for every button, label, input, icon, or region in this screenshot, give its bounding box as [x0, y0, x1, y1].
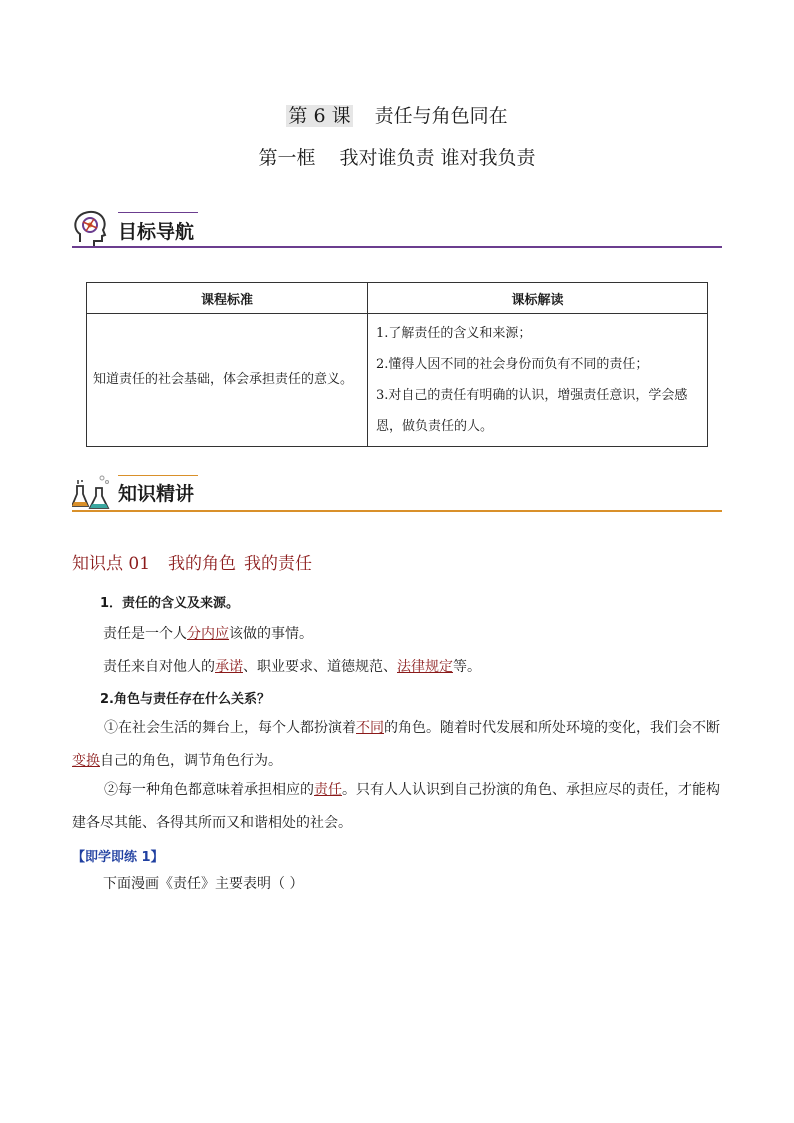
paragraph-4 [72, 774, 724, 840]
target-nav-top-rule [118, 212, 198, 213]
text: 责任来自对他人的 [103, 659, 215, 675]
knowledge-point-label: 知识点 01 [72, 554, 151, 574]
paragraph-2 [103, 651, 481, 684]
text: 、职业要求、道德规范、 [243, 659, 397, 675]
key-term: 法律规定 [397, 659, 453, 675]
lesson-name: 责任与角色同在 [374, 105, 508, 127]
knowledge-title: 知识精讲 [118, 483, 195, 505]
table-header-standard: 课程标准 [87, 283, 368, 314]
standards-table [86, 282, 708, 447]
lesson-number: 第 6 课 [288, 105, 351, 127]
text: 等。 [453, 659, 481, 675]
text: ②每一种角色都意味着承担相应的 [104, 782, 314, 798]
standard-cell: 知道责任的社会基础，体会承担责任的意义。 [87, 314, 368, 447]
target-nav-line [72, 246, 722, 248]
frame-name: 我对谁负责 谁对我负责 [339, 147, 536, 169]
practice-question: 下面漫画《责任》主要表明（ ） [103, 876, 304, 892]
paragraph-1 [103, 618, 313, 651]
table-row [87, 314, 708, 447]
question-heading-1: 1．责任的含义及来源。 [100, 596, 240, 611]
lab-flask-icon [72, 472, 112, 512]
frame-label: 第一框 [258, 147, 316, 169]
text: 自己的角色，调节角色行为。 [100, 753, 282, 769]
interpretation-item: 3.对自己的责任有明确的认识，增强责任意识，学会感恩，做负责任的人。 [376, 388, 688, 434]
question-heading-2: 2.角色与责任存在什么关系？ [100, 692, 270, 707]
knowledge-top-rule [118, 475, 198, 476]
text: 的角色。随着时代发展和所处环境的变化，我们会不断 [384, 720, 720, 736]
table-header-row [87, 283, 708, 314]
knowledge-point-title2: 我的责任 [244, 554, 313, 574]
key-term: 变换 [72, 753, 100, 769]
interpretation-item: 2.懂得人因不同的社会身份而负有不同的责任； [376, 357, 649, 372]
text: 该做的事情。 [229, 626, 313, 642]
text: 责任是一个人 [103, 626, 187, 642]
practice-label: 【即学即练 1】 [72, 850, 164, 865]
key-term: 不同 [356, 720, 384, 736]
target-nav-title: 目标导航 [118, 221, 195, 243]
key-term: 分内应 [187, 626, 229, 642]
key-term: 责任 [314, 782, 342, 798]
paragraph-3 [72, 712, 724, 778]
knowledge-line [72, 510, 722, 512]
text: ①在社会生活的舞台上，每个人都扮演着 [104, 720, 356, 736]
head-gear-icon [72, 208, 112, 248]
frame-title [0, 144, 794, 172]
lesson-title [0, 102, 794, 130]
table-header-interpretation: 课标解读 [368, 283, 708, 314]
interpretation-item: 1.了解责任的含义和来源； [376, 326, 532, 341]
knowledge-point-title1: 我的角色 [168, 554, 237, 574]
text: 。只有人人认识到自己扮演的角色、承担应尽的责任，才能构建各尽其能、各得其所而又和谐相处的社会。 [72, 782, 720, 831]
key-term: 承诺 [215, 659, 243, 675]
knowledge-point-title [72, 552, 312, 576]
knowledge-header [72, 472, 722, 516]
interpretation-cell [368, 314, 708, 447]
target-nav-header [72, 206, 722, 250]
